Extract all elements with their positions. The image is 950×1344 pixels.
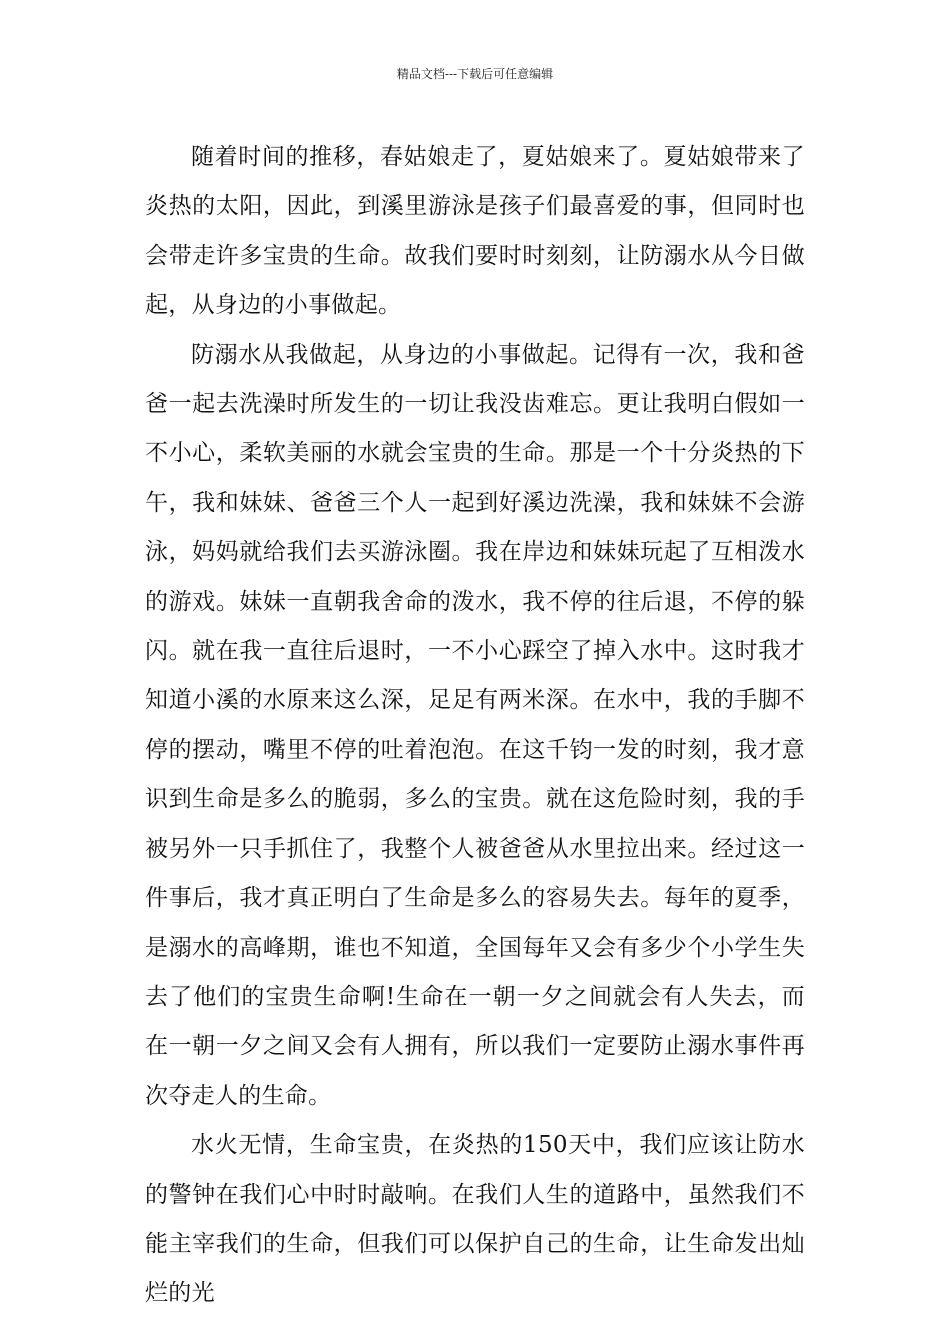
page-header: 精品文档---下载后可任意编辑	[396, 67, 554, 81]
paragraph: 防溺水从我做起，从身边的小事做起。记得有一次，我和爸爸一起去洗澡时所发生的一切让我没齿难忘。更让我明白假如一不小心，柔软美丽的水就会宝贵的生命。那是一个十分炎热的下午，我和妹妹、爸爸三个人一起到好溪边洗澡，我和妹妹不会游泳，妈妈就给我们去买游泳圈。我在岸边和妹妹玩起了互相泼水的游戏。妹妹一直朝我舍命的泼水，我不停的往后退，不停的躲闪。就在我一直往后退时，一不小心踩空了掉入水中。这时我才知道小溪的水原来这么深，足足有两米深。在水中，我的手脚不停的摆动，嘴里不停的吐着泡泡。在这千钧一发的时刻，我才意识到生命是多么的脆弱，多么的宝贵。就在这危险时刻，我的手被另外一只手抓住了，我整个人被爸爸从水里拉出来。经过这一件事后，我才真正明白了生命是多么的容易失去。每年的夏季，是溺水的高峰期，谁也不知道，全国每年又会有多少个小学生失去了他们的宝贵生命啊!生命在一朝一夕之间就会有人失去，而在一朝一夕之间又会有人拥有，所以我们一定要防止溺水事件再次夺走人的生命。	[145, 341, 805, 1109]
paragraph: 随着时间的推移，春姑娘走了，夏姑娘来了。夏姑娘带来了炎热的太阳，因此，到溪里游泳是孩子们最喜爱的事，但同时也会带走许多宝贵的生命。故我们要时时刻刻，让防溺水从今日做起，从身边的小事做起。	[145, 144, 805, 319]
document-body	[145, 133, 805, 1319]
paragraph: 水火无情，生命宝贵，在炎热的150天中，我们应该让防水的警钟在我们心中时时敲响。在我们人生的道路中，虽然我们不能主宰我们的生命，但我们可以保护自己的生命，让生命发出灿烂的光	[145, 1132, 805, 1307]
